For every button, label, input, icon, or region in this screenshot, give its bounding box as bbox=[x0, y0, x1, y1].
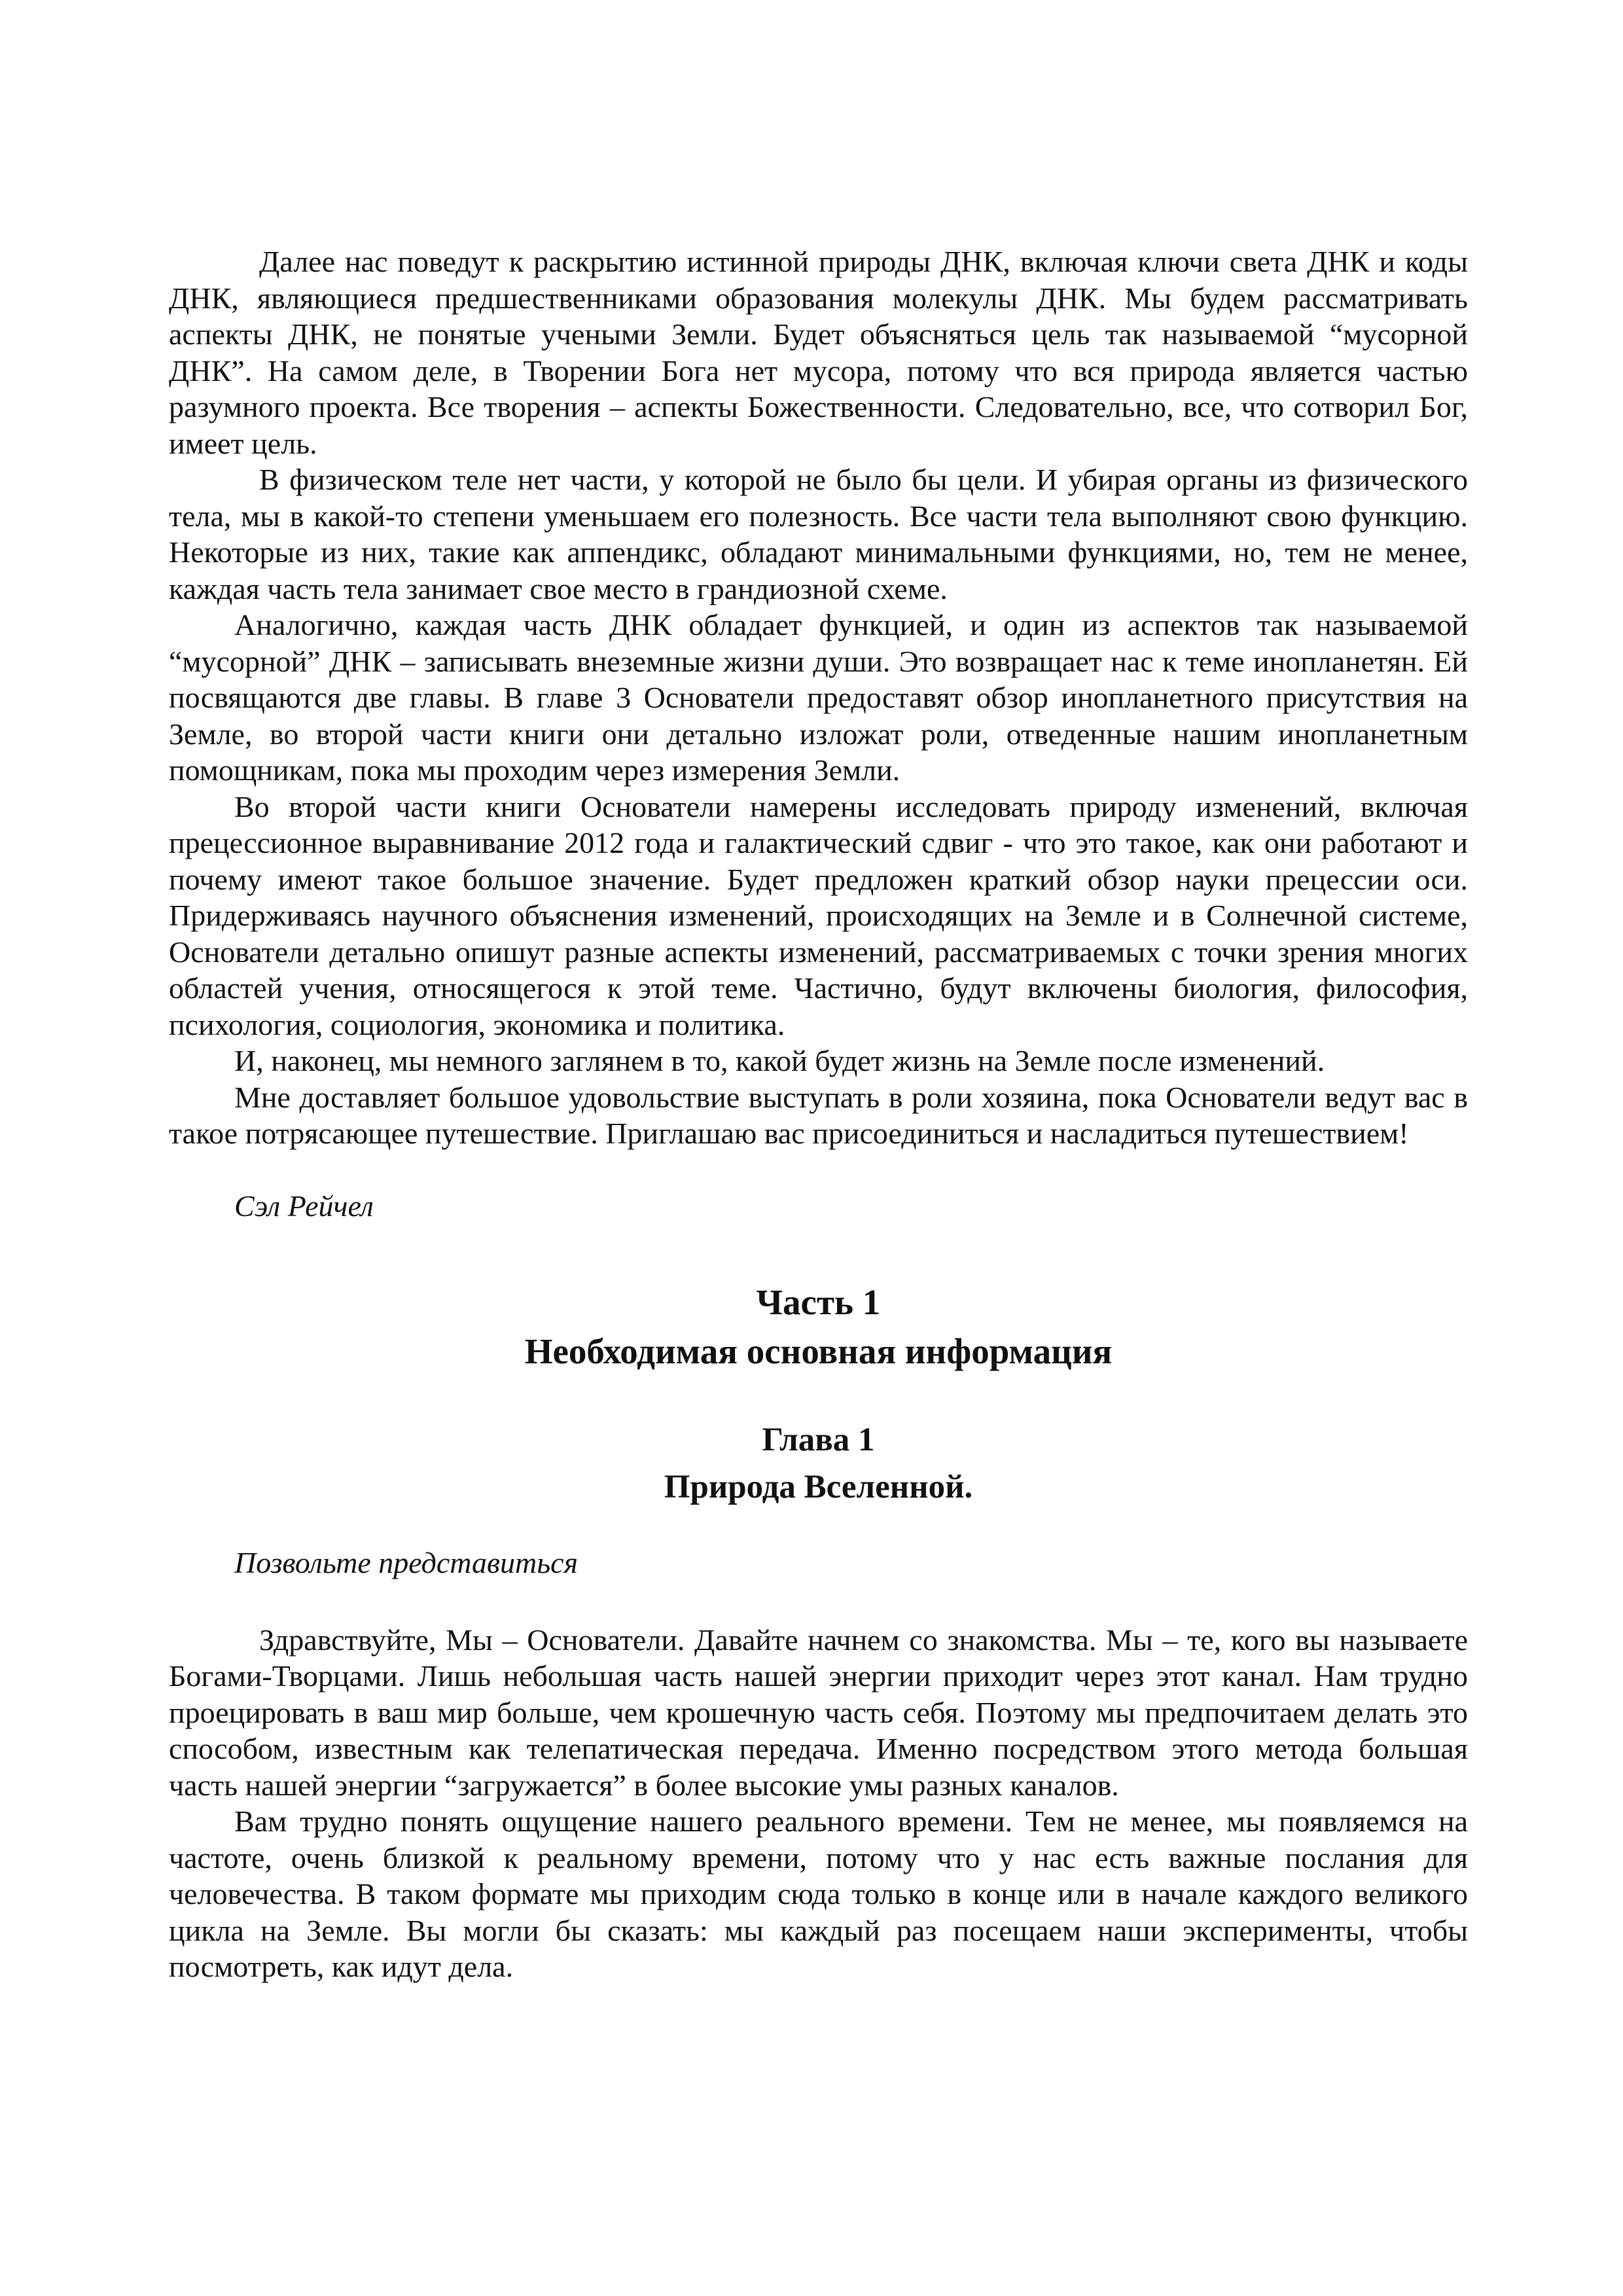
intro-paragraph-3: Аналогично, каждая часть ДНК обладает функцией, и один из аспектов так называемой “мусорной” ДНК – записывать внеземные жизни души. Это возвращает нас к теме инопланетян. Ей посвящаются две главы. В главе 3 Основатели предоставят обзор инопланетного присутствия на Земле, во второй части книги они детально изложат роли, отведенные нашим инопланетным помощникам, пока мы проходим через измерения Земли. bbox=[169, 608, 1468, 787]
intro-paragraph-5: И, наконец, мы немного заглянем в то, какой будет жизнь на Земле после изменений. bbox=[234, 1044, 1325, 1077]
intro-paragraph-1: Далее нас поведут к раскрытию истинной природы ДНК, включая ключи света ДНК и коды ДНК, являющиеся предшественниками образования молекулы ДНК. Мы будем рассматривать аспекты ДНК, не понятые учеными Земли. Будет объясняться цель так называемой “мусорной ДНК”. На самом деле, в Творении Бога нет мусора, потому что вся природа является частью разумного проекта. Все творения – аспекты Божественности. Следовательно, все, что сотворил Бог, имеет цель. bbox=[169, 245, 1468, 460]
section-paragraph-2: Вам трудно понять ощущение нашего реального времени. Тем не менее, мы появляемся на частоте, очень близкой к реальному времени, потому что у нас есть важные послания для человечества. В таком формате мы приходим сюда только в конце или в начале каждого великого цикла на Земле. Вы могли бы сказать: мы каждый раз посещаем наши эксперименты, чтобы посмотреть, как идут дела. bbox=[169, 1804, 1468, 1983]
section-title: Позвольте представиться bbox=[234, 1546, 578, 1579]
chapter-title: Природа Вселенной. bbox=[664, 1469, 973, 1505]
author-signature: Сэл Рейчел bbox=[234, 1189, 374, 1223]
chapter-number: Глава 1 bbox=[762, 1422, 875, 1458]
part-number: Часть 1 bbox=[756, 1282, 881, 1322]
part-title: Необходимая основная информация bbox=[524, 1331, 1113, 1371]
intro-paragraph-2: В физическом теле нет части, у которой не было бы цели. И убирая органы из физического тела, мы в какой-то степени уменьшаем его полезность. Все части тела выполняют свою функцию. Некоторые из них, такие как аппендикс, обладают минимальными функциями, но, тем не менее, каждая часть тела занимает свое место в грандиозной схеме. bbox=[169, 463, 1468, 605]
intro-paragraph-6: Мне доставляет большое удовольствие выступать в роли хозяина, пока Основатели ведут вас в такое потрясающее путешествие. Приглашаю вас присоединиться и насладиться путешествием! bbox=[169, 1080, 1468, 1150]
intro-paragraph-4: Во второй части книги Основатели намерены исследовать природу изменений, включая прецессионное выравнивание 2012 года и галактический сдвиг - что это такое, как они работают и почему имеют такое большое значение. Будет предложен краткий обзор науки прецессии оси. Придерживаясь научного объяснения изменений, происходящих на Земле и в Солнечной системе, Основатели детально опишут разные аспекты изменений, рассматриваемых с точки зрения многих областей учения, относящегося к этой теме. Частично, будут включены биология, философия, психология, социология, экономика и политика. bbox=[169, 789, 1468, 1041]
section-paragraph-1: Здравствуйте, Мы – Основатели. Давайте начнем со знакомства. Мы – те, кого вы называете Богами-Творцами. Лишь небольшая часть нашей энергии приходит через этот канал. Нам трудно проецировать в ваш мир больше, чем крошечную часть себя. Поэтому мы предпочитаем делать это способом, известным как телепатическая передача. Именно посредством этого метода большая часть нашей энергии “загружается” в более высокие умы разных каналов. bbox=[169, 1623, 1468, 1802]
document-page bbox=[169, 243, 1468, 1985]
